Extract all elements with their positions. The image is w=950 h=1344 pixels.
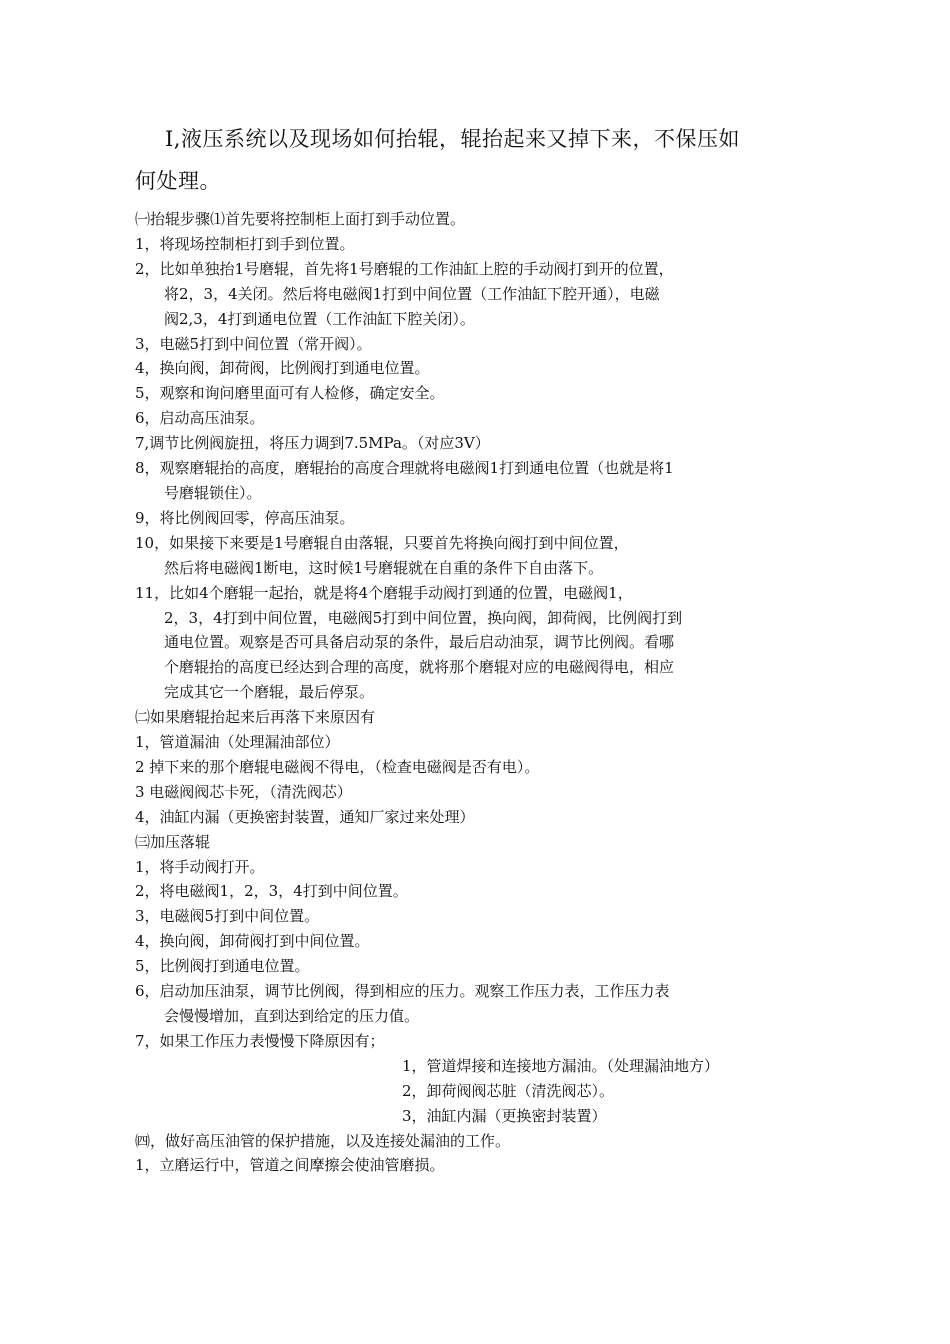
- text-line: 1，管道焊接和连接地方漏油。（处理漏油地方）: [402, 1056, 720, 1075]
- text-line: 4，换向阀，卸荷阀，比例阀打到通电位置。: [135, 359, 430, 378]
- text-line: 号磨辊锁住）。: [164, 483, 262, 502]
- text-line: 10，如果接下来要是1号磨辊自由落辊，只要首先将换向阀打到中间位置，: [135, 533, 629, 552]
- text-line: 然后将电磁阀1断电，这时候1号磨辊就在自重的条件下自由落下。: [164, 558, 604, 577]
- text-line: ㈣，做好高压油管的保护措施，以及连接处漏油的工作。: [135, 1131, 511, 1150]
- text-line: 3，电磁5打到中间位置（常开阀）。: [135, 334, 372, 353]
- text-line: 3，油缸内漏（更换密封装置）: [402, 1106, 607, 1125]
- text-line: 11，比如4个磨辊一起抬，就是将4个磨辊手动阀打到通的位置，电磁阀1，: [135, 583, 633, 602]
- document-body: [135, 207, 835, 1178]
- text-line: 1，将现场控制柜打到手到位置。: [135, 234, 355, 253]
- text-line: 1，立磨运行中，管道之间摩擦会使油管磨损。: [135, 1156, 445, 1175]
- text-line: ㈡如果磨辊抬起来后再落下来原因有: [135, 708, 376, 727]
- text-line: 3，电磁阀5打到中间位置。: [135, 907, 320, 926]
- text-line: 2，将电磁阀1，2，3，4打到中间位置。: [135, 882, 408, 901]
- text-line: 6，启动高压油泵。: [135, 409, 265, 428]
- text-line: 2 掉下来的那个磨辊电磁阀不得电，（检查电磁阀是否有电）。: [135, 757, 540, 776]
- text-line: 2，比如单独抬1号磨辊，首先将1号磨辊的工作油缸上腔的手动阀打到开的位置，: [135, 259, 674, 278]
- title-line-2: 何处理。: [135, 169, 221, 193]
- text-line: 9，将比例阀回零，停高压油泵。: [135, 508, 355, 527]
- text-line: 8，观察磨辊抬的高度，磨辊抬的高度合理就将电磁阀1打到通电位置（也就是将1: [135, 459, 674, 478]
- text-line: 1，管道漏油（处理漏油部位）: [135, 733, 340, 752]
- text-line: 5，比例阀打到通电位置。: [135, 957, 310, 976]
- text-line: 3 电磁阀阀芯卡死，（清洗阀芯）: [135, 782, 352, 801]
- text-line: 7，如果工作压力表慢慢下降原因有；: [135, 1031, 385, 1050]
- text-line: 2，卸荷阀阀芯脏（清洗阀芯）。: [402, 1081, 615, 1100]
- text-line: 4，换向阀，卸荷阀打到中间位置。: [135, 932, 370, 951]
- text-line: 完成其它一个磨辊，最后停泵。: [164, 683, 375, 702]
- text-line: 通电位置。观察是否可具备启动泵的条件，最后启动油泵，调节比例阀。看哪: [164, 633, 675, 652]
- document-title: [135, 118, 835, 202]
- text-line: ㈢加压落辊: [135, 832, 211, 851]
- text-line: 会慢慢增加，直到达到给定的压力值。: [164, 1007, 420, 1025]
- text-line: 个磨辊抬的高度已经达到合理的高度，就将那个磨辊对应的电磁阀得电，相应: [164, 658, 675, 677]
- text-line: 2，3，4打到中间位置，电磁阀5打到中间位置，换向阀，卸荷阀，比例阀打到: [164, 608, 683, 627]
- text-line: 4，油缸内漏（更换密封装置，通知厂家过来处理）: [135, 807, 475, 826]
- text-line: 将2，3，4关闭。然后将电磁阀1打到中间位置（工作油缸下腔开通），电磁: [164, 284, 660, 303]
- text-line: 7,调节比例阀旋扭，将压力调到7.5MPa。（对应3V）: [135, 434, 490, 453]
- text-line: ㈠抬辊步骤⑴首先要将控制柜上面打到手动位置。: [135, 210, 466, 228]
- text-line: 阀2,3，4打到通电位置（工作油缸下腔关闭）。: [164, 309, 475, 328]
- text-line: 6，启动加压油泵，调节比例阀，得到相应的压力。观察工作压力表，工作压力表: [135, 982, 670, 1001]
- text-line: 5，观察和询问磨里面可有人检修，确定安全。: [135, 384, 445, 403]
- title-line-1: I,液压系统以及现场如何抬辊，辊抬起来又掉下来，不保压如: [165, 127, 740, 151]
- text-line: 1，将手动阀打开。: [135, 857, 265, 876]
